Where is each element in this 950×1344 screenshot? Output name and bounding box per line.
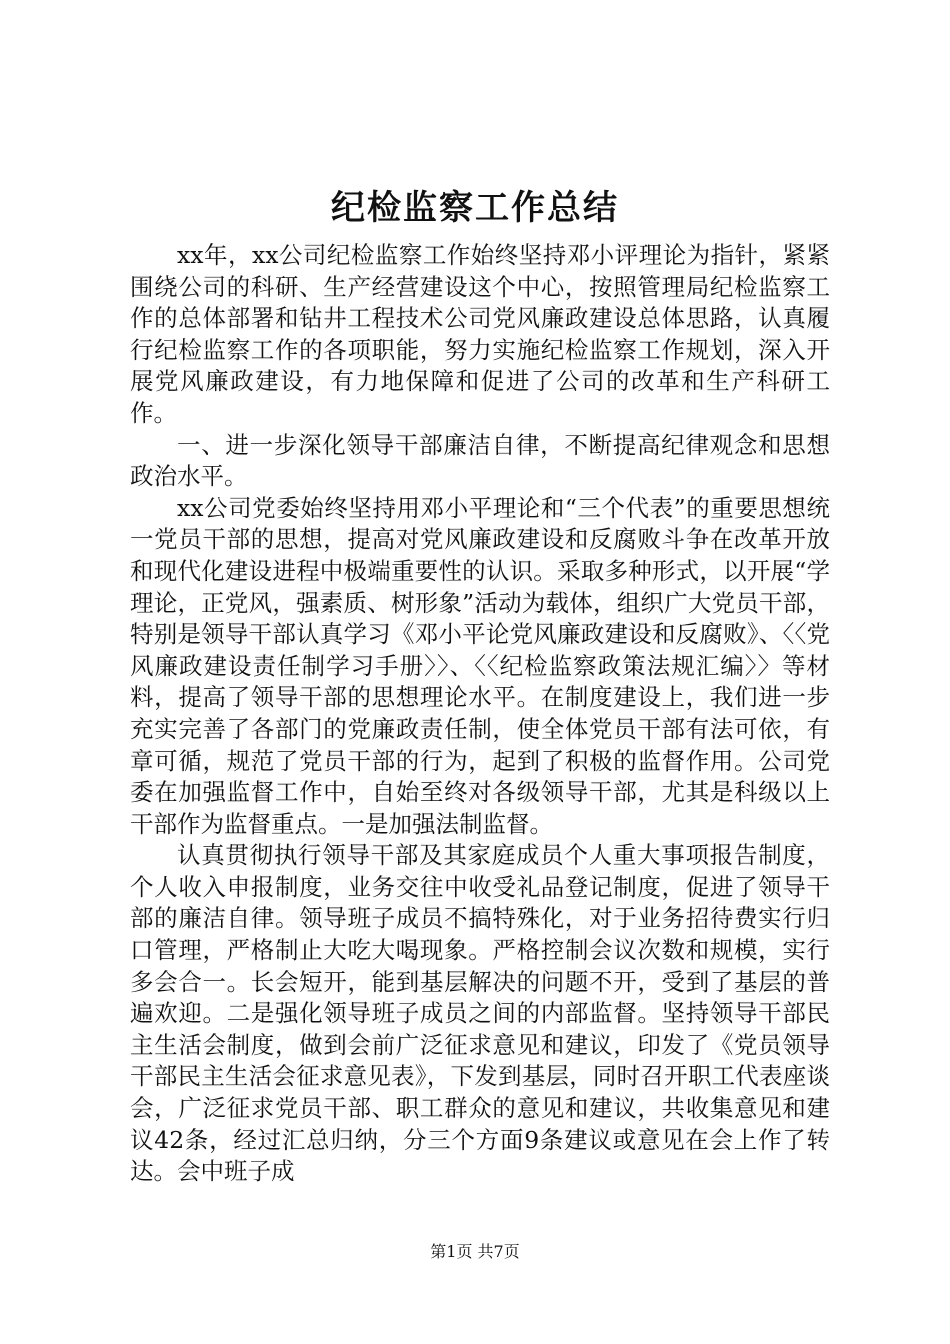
paragraph-intro: xx年，xx公司纪检监察工作始终坚持邓小评理论为指针，紧紧围绕公司的科研、生产经营建设这个中心，按照管理局纪检监察工作的总体部署和钻井工程技术公司党风廉政建设总体思路，认真履行纪检监察工作的各项职能，努力实施纪检监察工作规划，深入开展党风廉政建设，有力地保障和促进了公司的改革和生产科研工作。	[130, 241, 830, 427]
document-body	[130, 240, 830, 1188]
document-title: 纪检监察工作总结	[331, 188, 619, 228]
paragraph-party-study: xx公司党委始终坚持用邓小平理论和“三个代表”的重要思想统一党员干部的思想，提高对党风廉政建设和反腐败斗争在改革开放和现代化建设进程中极端重要性的认识。采取多种形式，以开展“学理论，正党风，强素质、树形象”活动为载体，组织广大党员干部，特别是领导干部认真学习《邓小平论党风廉政建设和反腐败》、〈〈党风廉政建设责任制学习手册〉〉、〈〈纪检监察政策法规汇编〉〉等材料，提高了领导干部的思想理论水平。在制度建设上，我们进一步充实完善了各部门的党廉政责任制，使全体党员干部有法可依，有章可循，规范了党员干部的行为，起到了积极的监督作用。公司党委在加强监督工作中，自始至终对各级领导干部，尤其是科级以上干部作为监督重点。一是加强法制监督。	[130, 493, 830, 838]
paragraph-section-heading: 一、进一步深化领导干部廉洁自律，不断提高纪律观念和思想政治水平。	[130, 430, 830, 491]
paragraph-supervision: 认真贯彻执行领导干部及其家庭成员个人重大事项报告制度，个人收入申报制度，业务交往中收受礼品登记制度，促进了领导干部的廉洁自律。领导班子成员不搞特殊化，对于业务招待费实行归口管理，严格制止大吃大喝现象。严格控制会议次数和规模，实行多会合一。长会短开，能到基层解决的问题不开，受到了基层的普遍欢迎。二是强化领导班子成员之间的内部监督。坚持领导干部民主生活会制度，做到会前广泛征求意见和建议，印发了《党员领导干部民主生活会征求意见表》，下发到基层，同时召开职工代表座谈会，广泛征求党员干部、职工群众的意见和建议，共收集意见和建议42条，经过汇总归纳，分三个方面9条建议或意见在会上作了转达。会中班子成	[130, 841, 830, 1186]
page-number-footer: 第1页 共7页	[430, 1242, 520, 1261]
